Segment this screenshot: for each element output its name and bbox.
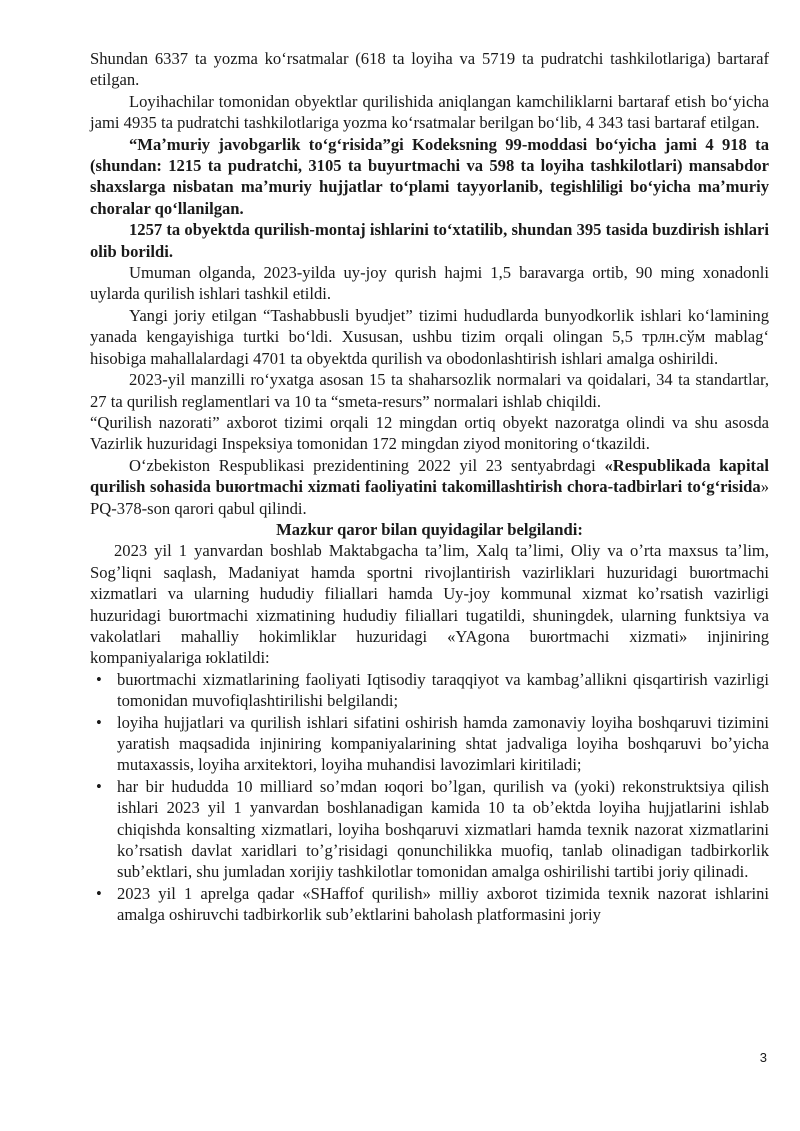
bold-text: “Maʼmuriy javobgarlik toʻgʻrisida”gi Kodeksning 99-moddasi boʻyicha jami 4 918 ta (shundan: 1215 ta pudratchi, 3105 ta buyurtmachi va 598 ta loyiha tashkilotlari) mansabdor shaxslarga nisbatan maʼmuriy hujjatlar toʻplami tayyorlanib, tegishliligi boʻyicha maʼmuriy choralar qoʻllanilgan. xyxy=(90,134,769,218)
decree-intro: Oʻzbekiston Respublikasi prezidentining 2022 yil 23 sentyabrdagi xyxy=(129,455,605,475)
paragraph-presidential-decree xyxy=(90,455,769,519)
list-item: • buюrtmachi xizmatlarining faoliyati Iqtisodiy taraqqiyot va kambagʼallikni qisqartirish vazirligi tomonidan muvofiqlashtirilishi belgilandi; xyxy=(96,669,769,711)
list-item: • 2023 yil 1 aprelga qadar «SHaffof qurilish» milliy axborot tizimida texnik nazorat ishlarini amalga oshiruvchi tadbirkorlik subʼektlarini baholash platformasini joriy xyxy=(96,883,769,925)
decree-number: » PQ-378-son qarori qabul qilindi. xyxy=(90,477,769,518)
document-page xyxy=(90,48,769,926)
list-item: • har bir hududda 10 milliard soʼmdan юqori boʼlgan, qurilish va (yoki) rekonstruktsiya qilish ishlari 2023 yil 1 yanvardan boshlanadigan kamida 10 ta obʼektda loyiha hujjatlarini ishlab chiqishda konsalting xizmatlari, loyiha boshqaruvi xizmatlari hamda texnik nazorat xizmatlarini koʼrsatish davlat xaridlari toʼgʼrisidagi qonunchilikka muofiq, tanlab olinadigan tadbirkorlik subʼektlari, shu jumladan xorijiy tashkilotlar tomonidan amalga oshirilishi tartibi joriy qilinadi. xyxy=(96,776,769,882)
bullet-list xyxy=(90,669,769,926)
bullet-icon: • xyxy=(96,883,102,903)
paragraph-customer-services: 2023 yil 1 yanvardan boshlab Maktabgacha taʼlim, Xalq taʼlimi, Oliy va oʼrta maxsus taʼlim, Sogʼliqni saqlash, Madaniyat hamda sportni rivojlantirish vazirliklari huzuridagi buюrtmachi xizmatlari va ularning hududiy filiallari hamda Uy-joy kommunal xizmat koʼrsatish vazirligi huzuridagi buюrtmachi xizmatining hududiy filiallari tugatildi, shuningdek, ularning funktsiya va vakolatlari mahalliy hokimliklar huzuridagi «YAgona buюrtmachi xizmati» injiniring kompaniyalariga юklatildi: xyxy=(90,541,769,668)
paragraph-construction-control: “Qurilish nazorati” axborot tizimi orqali 12 mingdan ortiq obyekt nazoratga olindi va shu asosda Vazirlik huzuridagi Inspeksiya tomonidan 172 mingdan ziyod monitoring oʻtkazildi. xyxy=(90,412,769,454)
section-heading: Mazkur qaror bilan quyidagilar belgilandi: xyxy=(276,519,583,539)
list-item: • loyiha hujjatlari va qurilish ishlari sifatini oshirish hamda zamonaviy loyiha boshqaruvi tizimini yaratish maqsadida injiniring kompaniyalarining shtat jadvaliga loyiha boshqaruvi boʼyicha mutaxassis, loyiha arxitektori, loyiha muhandisi lavozimlari kiritiladi; xyxy=(96,712,769,775)
bold-text: 1257 ta obyektda qurilish-montaj ishlarini toʻxtatilib, shundan 395 tasida buzdirish ishlari olib borildi. xyxy=(90,220,769,261)
page-number: 3 xyxy=(759,1050,767,1065)
bullet-icon: • xyxy=(96,712,102,732)
paragraph-administrative-code xyxy=(90,134,769,220)
decree-title: «Respublikada kapital qurilish sohasida buюrtmachi xizmati faoliyatini takomillashtirish chora-tadbirlari toʻgʻrisida xyxy=(90,455,769,497)
paragraph-written-instructions: Shundan 6337 ta yozma koʻrsatmalar (618 ta loyiha va 5719 ta pudratchi tashkilotlariga) bartaraf etilgan. xyxy=(90,49,769,90)
bullet-icon: • xyxy=(96,669,102,689)
bullet-icon: • xyxy=(96,776,102,796)
paragraph-designer-deficiencies: Loyihachilar tomonidan obyektlar qurilishida aniqlangan kamchiliklarni bartaraf etish boʻyicha jami 4935 ta pudratchi tashkilotlariga yozma koʻrsatmalar berilgan boʻlib, 4 343 tasi bartaraf etilgan. xyxy=(90,91,769,133)
paragraph-housing-volume: Umuman olganda, 2023-yilda uy-joy qurish hajmi 1,5 baravarga ortib, 90 ming xonadonli uylarda qurilish ishlari tashkil etildi. xyxy=(90,263,769,304)
paragraph-initiative-budget: Yangi joriy etilgan “Tashabbusli byudjet” tizimi hududlarda bunyodkorlik ishlari koʻlamining yanada kengayishiga turtki boʻldi. Xususan, ushbu tizim orqali olingan 5,5 трлн.сўм mablagʻ hisobiga mahallalardagi 4701 ta obyektda qurilish va obodonlashtirish ishlari amalga oshirildi. xyxy=(90,305,769,368)
paragraph-construction-halted xyxy=(90,219,769,262)
paragraph-standards: 2023-yil manzilli roʻyxatga asosan 15 ta shaharsozlik normalari va qoidalari, 34 ta standartlar, 27 ta qurilish reglamentlari va 10 ta “smeta-resurs” normalari ishlab chiqildi. xyxy=(90,370,769,411)
